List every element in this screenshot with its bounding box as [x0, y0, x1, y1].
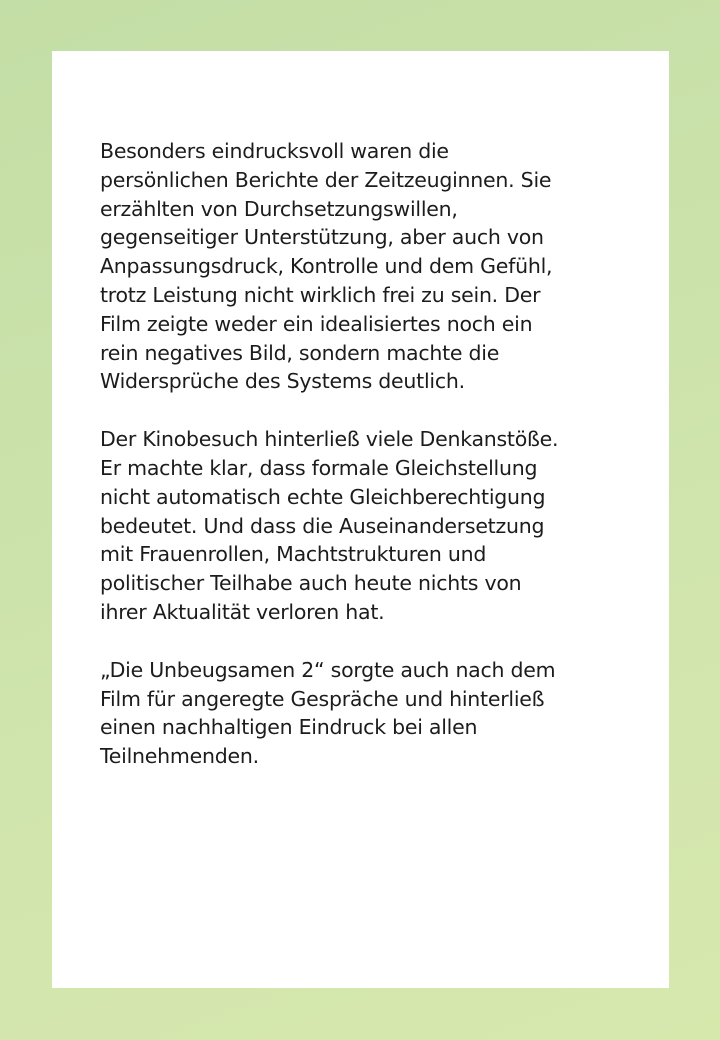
text-line: einen nachhaltigen Eindruck bei allen: [100, 715, 478, 740]
text-line: Er machte klar, dass formale Gleichstellung: [100, 455, 538, 480]
text-line: nicht automatisch echte Gleichberechtigung: [100, 484, 546, 509]
text-line: Teilnehmenden.: [100, 744, 259, 769]
text-line: Besonders eindrucksvoll waren die: [100, 139, 449, 163]
text-line: erzählten von Durchsetzungswillen,: [100, 196, 458, 221]
text-line: Film für angeregte Gespräche und hinterließ: [100, 686, 545, 711]
text-line: mit Frauenrollen, Machtstrukturen und: [100, 542, 487, 567]
text-line: bedeutet. Und dass die Auseinandersetzung: [100, 513, 545, 538]
text-line: persönlichen Berichte der Zeitzeuginnen. Sie: [100, 167, 552, 192]
text-line: politischer Teilhabe auch heute nichts von: [100, 571, 522, 596]
text-line: Film zeigte weder ein idealisiertes noch ein: [100, 311, 533, 336]
text-card: [52, 51, 669, 988]
paragraph-2: [100, 425, 629, 627]
text-line: Widersprüche des Systems deutlich.: [100, 369, 465, 394]
paragraph-3: [100, 656, 629, 771]
text-line: rein negatives Bild, sondern machte die: [100, 340, 500, 365]
text-line: Anpassungsdruck, Kontrolle und dem Gefühl,: [100, 254, 553, 279]
text-line: ihrer Aktualität verloren hat.: [100, 599, 385, 624]
paragraph-1: [100, 137, 629, 396]
text-line: gegenseitiger Unterstützung, aber auch von: [100, 225, 544, 250]
text-line: trotz Leistung nicht wirklich frei zu sein. Der: [100, 282, 541, 307]
text-line: „Die Unbeugsamen 2“ sorgte auch nach dem: [100, 657, 556, 682]
text-line: Der Kinobesuch hinterließ viele Denkanstöße.: [100, 427, 559, 452]
